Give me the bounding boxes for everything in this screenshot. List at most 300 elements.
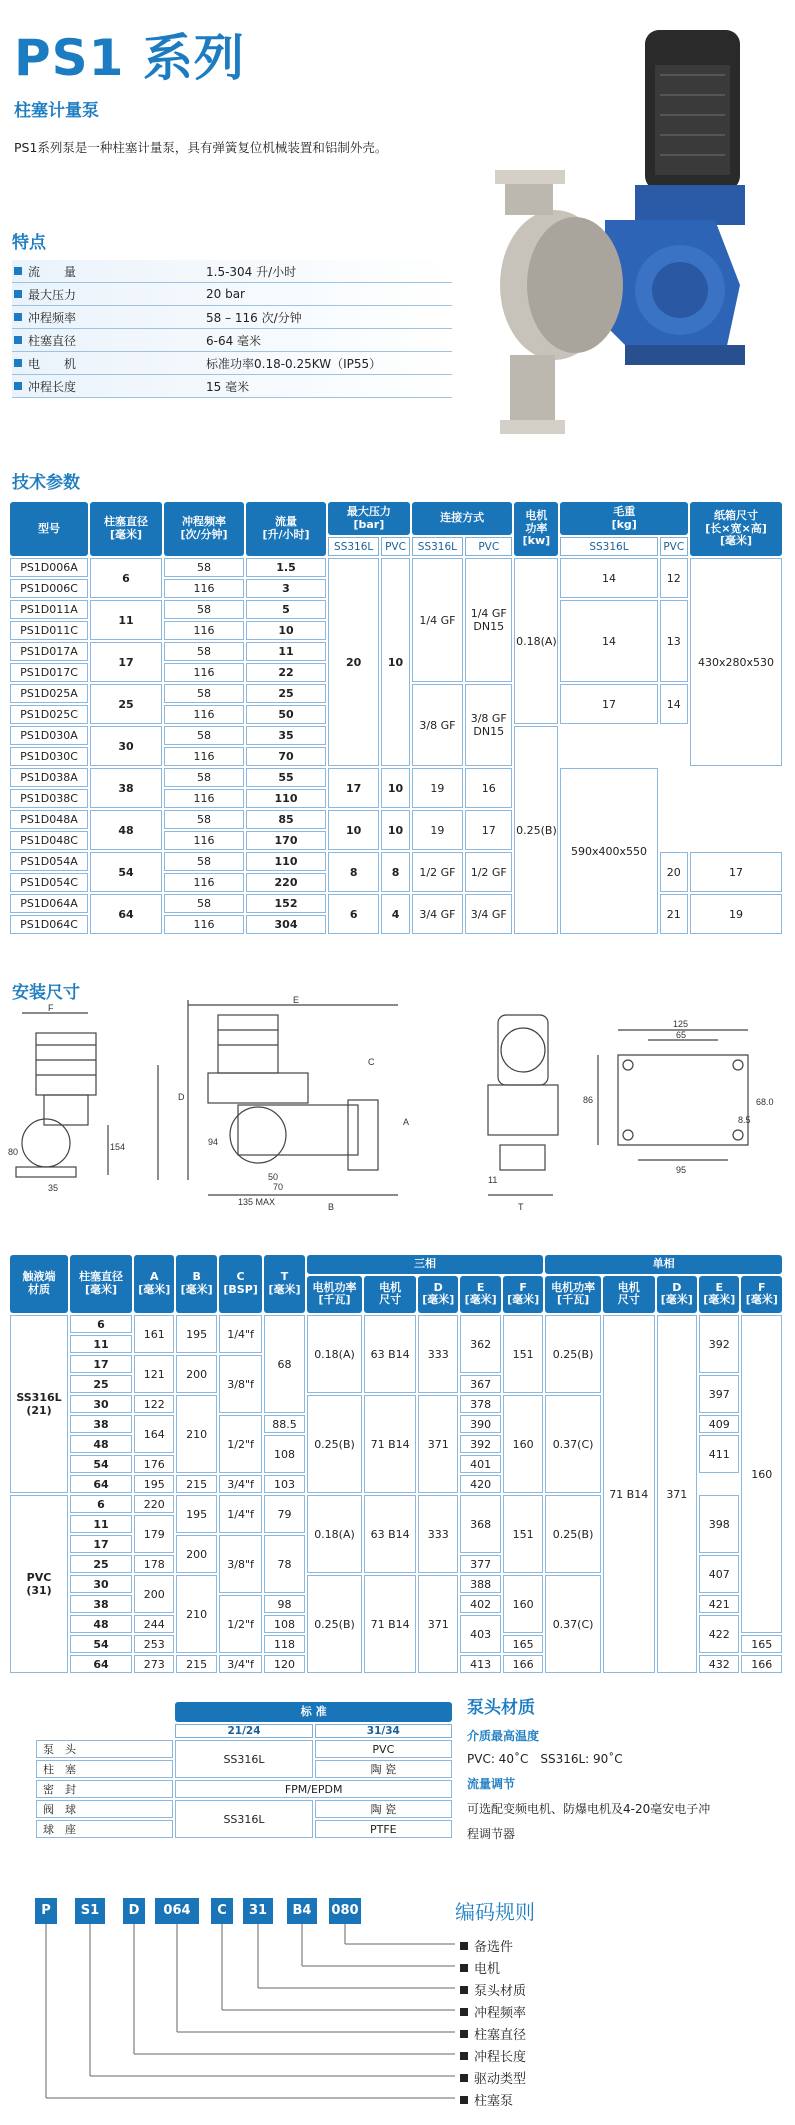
- flow-cell: 50: [246, 705, 326, 724]
- col-three-phase: 三相: [307, 1255, 544, 1274]
- mat-part-cell: 泵 头: [36, 1740, 173, 1758]
- dia-cell: 30: [90, 726, 162, 766]
- installation-drawings: [8, 995, 784, 1225]
- code-legend-item: [460, 1980, 526, 1999]
- bullet-square-icon: [14, 382, 22, 390]
- material-cell: SS316L (21): [10, 1315, 68, 1493]
- material-row: [36, 1780, 452, 1798]
- dim-cell: 402: [460, 1595, 500, 1613]
- spec-row: [10, 558, 782, 577]
- dim-cell: 403: [460, 1615, 500, 1653]
- dim-cell: 210: [176, 1395, 216, 1473]
- flow-cell: 5: [246, 600, 326, 619]
- col-C: C [BSP]: [219, 1255, 262, 1313]
- dim-cell: 160: [503, 1395, 543, 1493]
- dim-154: 154: [110, 1142, 126, 1152]
- dim-cell: 367: [460, 1375, 500, 1393]
- mat-value-cell: SS316L: [175, 1800, 312, 1838]
- dim-cell: 388: [460, 1575, 500, 1593]
- model-cell: PS1D025C: [10, 705, 88, 724]
- model-cell: PS1D048A: [10, 810, 88, 829]
- dim-cell: 1/2"f: [219, 1595, 262, 1653]
- freq-cell: 58: [164, 810, 244, 829]
- weight-ss-cell: 19: [412, 768, 463, 808]
- bullet-square-icon: [460, 2052, 468, 2060]
- dim-68: 68.0: [756, 1097, 774, 1107]
- mat-part-cell: 球 座: [36, 1820, 173, 1838]
- mat-value-cell: SS316L: [175, 1740, 312, 1778]
- code-box-2: D: [123, 1898, 145, 1924]
- feature-key: 最大压力: [28, 287, 77, 302]
- flow-cell: 11: [246, 642, 326, 661]
- dia-cell: 11: [70, 1515, 132, 1533]
- dia-cell: 48: [70, 1435, 132, 1453]
- weight-ss-cell: 14: [560, 558, 657, 598]
- col-flow: 流量 [升/小时]: [246, 502, 326, 556]
- dim-cell: 195: [176, 1315, 216, 1353]
- dim-94: 94: [208, 1137, 219, 1147]
- code-legend-item: [460, 2046, 526, 2065]
- dim-cell: 165: [741, 1635, 782, 1653]
- feature-value: 15 毫米: [206, 379, 250, 394]
- material-row: [36, 1800, 452, 1818]
- code-legend-item: [460, 1958, 500, 1977]
- flow-cell: 110: [246, 852, 326, 871]
- temp-title: 介质最高温度: [467, 1729, 540, 1743]
- freq-cell: 58: [164, 852, 244, 871]
- dim-cell: 176: [134, 1455, 174, 1473]
- bullet-square-icon: [460, 1986, 468, 1994]
- material-title: 泵头材质: [467, 1698, 535, 1718]
- weight-pvc-cell: 17: [465, 810, 512, 850]
- sub-pvc: PVC: [381, 537, 409, 556]
- dim-cell: 166: [741, 1655, 782, 1673]
- motor-cell: 0.18(A): [514, 558, 558, 724]
- dim-cell: 178: [134, 1555, 174, 1573]
- model-cell: PS1D006A: [10, 558, 88, 577]
- dim-cell: 200: [176, 1355, 216, 1393]
- feature-key: 冲程频率: [28, 310, 77, 325]
- pmax-pvc-cell: 4: [381, 894, 409, 934]
- code-legend-item: [460, 2068, 526, 2087]
- dim-50: 50: [268, 1172, 279, 1182]
- dim-95: 95: [676, 1165, 687, 1175]
- dim-cell: 422: [699, 1615, 739, 1653]
- dia-cell: 6: [90, 558, 162, 598]
- dim-cell: 390: [460, 1415, 500, 1433]
- dim-cell: 161: [134, 1315, 174, 1353]
- dim-cell: 398: [699, 1495, 739, 1553]
- code-title: 编码规则: [455, 1900, 535, 1924]
- pmax-ss-cell: 6: [328, 894, 379, 934]
- flow-cell: 70: [246, 747, 326, 766]
- intro-text: PS1系列泵是一种柱塞计量泵，具有弹簧复位机械装置和铝制外壳。: [14, 140, 388, 155]
- model-cell: PS1D006C: [10, 579, 88, 598]
- dim-cell: 392: [460, 1435, 500, 1453]
- dim-T: T: [518, 1202, 524, 1212]
- spec-row: [10, 894, 782, 913]
- box-cell: 590x400x550: [560, 768, 657, 934]
- dia-cell: 48: [70, 1615, 132, 1633]
- bullet-square-icon: [460, 2096, 468, 2104]
- weight-pvc-cell: 19: [690, 894, 782, 934]
- bullet-square-icon: [14, 267, 22, 275]
- dim-F: F: [48, 1003, 54, 1013]
- code-legend-label: 柱塞泵: [474, 2094, 514, 2109]
- dim-cell: 160: [741, 1315, 782, 1633]
- dim-cell: 165: [503, 1635, 543, 1653]
- dim-cell: 220: [134, 1495, 174, 1513]
- model-cell: PS1D011C: [10, 621, 88, 640]
- conn-ss-cell: 3/8 GF: [412, 684, 463, 766]
- dim-cell: 371: [418, 1395, 458, 1493]
- dim-cell: 68: [264, 1315, 304, 1413]
- dim-cell: 215: [176, 1475, 216, 1493]
- feature-value: 标准功率0.18-0.25KW（IP55）: [206, 356, 382, 371]
- freq-cell: 116: [164, 789, 244, 808]
- model-cell: PS1D064C: [10, 915, 88, 934]
- code-box-0: P: [35, 1898, 57, 1924]
- col-pmax: 最大压力 [bar]: [328, 502, 410, 535]
- pmax-pvc-cell: 10: [381, 768, 409, 808]
- weight-pvc-cell: 16: [465, 768, 512, 808]
- dim-cell: 200: [134, 1575, 174, 1613]
- freq-cell: 58: [164, 768, 244, 787]
- flow-cell: 10: [246, 621, 326, 640]
- code-legend-label: 冲程长度: [474, 2050, 527, 2065]
- material-cell: PVC (31): [10, 1495, 68, 1673]
- feature-value: 58 – 116 次/分钟: [206, 310, 302, 325]
- conn-pvc-cell: 3/4 GF: [465, 894, 512, 934]
- dia-cell: 64: [90, 894, 162, 934]
- freq-cell: 116: [164, 915, 244, 934]
- spec-row: [10, 810, 782, 829]
- specs-table: [8, 500, 784, 936]
- material-table: [34, 1700, 454, 1840]
- col-F: F [毫米]: [741, 1276, 782, 1313]
- col-dia: 柱塞直径 [毫米]: [70, 1255, 132, 1313]
- feature-key: 电 机: [28, 356, 77, 371]
- features-heading: 特点: [12, 233, 46, 253]
- install-heading: 安装尺寸: [12, 983, 80, 1003]
- specs-heading: 技术参数: [12, 473, 80, 493]
- freq-cell: 116: [164, 873, 244, 892]
- flow-cell: 152: [246, 894, 326, 913]
- col-T: T [毫米]: [264, 1255, 304, 1313]
- code-legend-label: 备选件: [474, 1940, 514, 1955]
- dim-cell: 377: [460, 1555, 500, 1573]
- flow-cell: 1.5: [246, 558, 326, 577]
- bullet-square-icon: [460, 1942, 468, 1950]
- feature-row: [12, 352, 452, 375]
- bullet-square-icon: [14, 290, 22, 298]
- dia-cell: 25: [90, 684, 162, 724]
- flow-cell: 110: [246, 789, 326, 808]
- model-cell: PS1D030C: [10, 747, 88, 766]
- col-E: E [毫米]: [699, 1276, 739, 1313]
- material-row: [36, 1740, 452, 1758]
- col-box: 纸箱尺寸 [长×宽×高] [毫米]: [690, 502, 782, 556]
- col-A: A [毫米]: [134, 1255, 174, 1313]
- dim-cell: 151: [503, 1495, 543, 1573]
- conn-pvc-cell: 1/2 GF: [465, 852, 512, 892]
- pmax-pvc-cell: 10: [381, 558, 409, 766]
- dim-8-5: 8.5: [738, 1115, 751, 1125]
- col-F: F [毫米]: [503, 1276, 543, 1313]
- model-cell: PS1D038C: [10, 789, 88, 808]
- freq-cell: 116: [164, 579, 244, 598]
- dim-cell: 362: [460, 1315, 500, 1373]
- dim-65: 65: [676, 1030, 687, 1040]
- dim-cell: 244: [134, 1615, 174, 1633]
- dim-cell: 78: [264, 1535, 304, 1593]
- dim-cell: 3/4"f: [219, 1655, 262, 1673]
- weight-pvc-cell: 13: [660, 600, 688, 682]
- feature-row: [12, 283, 452, 306]
- col-model: 型号: [10, 502, 88, 556]
- dim-cell: 413: [460, 1655, 500, 1673]
- mat-col-21: 21/24: [175, 1724, 312, 1738]
- conn-pvc-cell: 3/8 GF DN15: [465, 684, 512, 766]
- feature-key: 冲程长度: [28, 379, 77, 394]
- bullet-square-icon: [460, 2008, 468, 2016]
- weight-ss-cell: 21: [660, 894, 688, 934]
- col-motor-size: 电机 尺寸: [603, 1276, 655, 1313]
- col-motor-size: 电机 尺寸: [364, 1276, 416, 1313]
- dim-cell: 411: [699, 1435, 739, 1473]
- model-cell: PS1D064A: [10, 894, 88, 913]
- dim-cell: 3/8"f: [219, 1535, 262, 1593]
- dia-cell: 64: [70, 1475, 132, 1493]
- flow-cell: 304: [246, 915, 326, 934]
- dimensions-table: [8, 1253, 784, 1675]
- feature-row: [12, 260, 452, 283]
- dim-cell: 160: [503, 1575, 543, 1633]
- model-cell: PS1D025A: [10, 684, 88, 703]
- dim-80: 80: [8, 1147, 19, 1157]
- dim-E: E: [293, 995, 300, 1005]
- col-motor: 电机 功率 [kw]: [514, 502, 558, 556]
- flow-cell: 25: [246, 684, 326, 703]
- col-weight: 毛重 [kg]: [560, 502, 688, 535]
- code-connector-lines: [35, 1898, 795, 2125]
- dia-cell: 25: [70, 1375, 132, 1393]
- code-legend-item: [460, 2090, 513, 2109]
- dim-cell: 179: [134, 1515, 174, 1553]
- code-legend-label: 泵头材质: [474, 1984, 527, 1999]
- model-cell: PS1D017C: [10, 663, 88, 682]
- freq-cell: 116: [164, 663, 244, 682]
- col-power: 电机功率 [千瓦]: [545, 1276, 601, 1313]
- flow-cell: 3: [246, 579, 326, 598]
- mat-part-cell: 密 封: [36, 1780, 173, 1798]
- mat-std-header: 标 准: [175, 1702, 452, 1722]
- code-box-7: 080: [329, 1898, 361, 1924]
- dim-cell: 108: [264, 1615, 304, 1633]
- bullet-square-icon: [460, 2030, 468, 2038]
- dim-cell: 166: [503, 1655, 543, 1673]
- mat-value-cell: 陶 瓷: [315, 1800, 452, 1818]
- bullet-square-icon: [14, 359, 22, 367]
- dim-cell: 401: [460, 1455, 500, 1473]
- pmax-pvc-cell: 10: [381, 810, 409, 850]
- weight-ss-cell: 20: [660, 852, 688, 892]
- freq-cell: 58: [164, 726, 244, 745]
- dim-70: 70: [273, 1182, 284, 1192]
- dia-cell: 11: [90, 600, 162, 640]
- dia-cell: 54: [70, 1455, 132, 1473]
- mat-part-cell: 柱 塞: [36, 1760, 173, 1778]
- dim-cell: 432: [699, 1655, 739, 1673]
- dim-cell: 0.25(B): [545, 1495, 601, 1573]
- dim-cell: 195: [134, 1475, 174, 1493]
- pmax-pvc-cell: 8: [381, 852, 409, 892]
- code-box-1: S1: [75, 1898, 105, 1924]
- dim-cell: 0.25(B): [307, 1575, 363, 1673]
- dia-cell: 38: [90, 768, 162, 808]
- dim-cell: 333: [418, 1315, 458, 1393]
- flow-text-2: 程调节器: [467, 1827, 516, 1841]
- freq-cell: 58: [164, 684, 244, 703]
- freq-cell: 116: [164, 747, 244, 766]
- col-mat: 触液端 材质: [10, 1255, 68, 1313]
- dim-cell: 368: [460, 1495, 500, 1553]
- mat-part-cell: 阀 球: [36, 1800, 173, 1818]
- dim-cell: 63 B14: [364, 1495, 416, 1573]
- pmax-ss-cell: 8: [328, 852, 379, 892]
- dim-cell: 120: [264, 1655, 304, 1673]
- flow-cell: 85: [246, 810, 326, 829]
- flow-cell: 35: [246, 726, 326, 745]
- code-rules: [35, 1898, 795, 2125]
- dim-125: 125: [673, 1019, 689, 1029]
- dim-11: 11: [488, 1175, 498, 1185]
- dim-cell: 3/8"f: [219, 1355, 262, 1413]
- dim-cell: 409: [699, 1415, 739, 1433]
- model-cell: PS1D017A: [10, 642, 88, 661]
- dim-cell: 392: [699, 1315, 739, 1373]
- dim-C: C: [368, 1057, 375, 1067]
- box-cell: 430x280x530: [690, 558, 782, 766]
- dim-cell: 420: [460, 1475, 500, 1493]
- mat-col-31: 31/34: [315, 1724, 452, 1738]
- dim-cell: 1/2"f: [219, 1415, 262, 1473]
- pump-photo: [455, 25, 785, 455]
- code-box-5: 31: [243, 1898, 273, 1924]
- dim-cell: 88.5: [264, 1415, 304, 1433]
- bullet-square-icon: [460, 2074, 468, 2082]
- dia-cell: 38: [70, 1415, 132, 1433]
- page-title: PS1 系列: [14, 29, 245, 87]
- code-box-3: 064: [155, 1898, 199, 1924]
- weight-ss-cell: 19: [412, 810, 463, 850]
- dim-A: A: [403, 1117, 410, 1127]
- model-cell: PS1D048C: [10, 831, 88, 850]
- feature-value: 1.5-304 升/小时: [206, 264, 297, 279]
- flow-cell: 220: [246, 873, 326, 892]
- dim-cell: 200: [176, 1535, 216, 1573]
- dia-cell: 6: [70, 1495, 132, 1513]
- dia-cell: 54: [90, 852, 162, 892]
- dia-cell: 11: [70, 1335, 132, 1353]
- feature-value: 20 bar: [206, 287, 245, 301]
- col-D: D [毫米]: [657, 1276, 697, 1313]
- freq-cell: 116: [164, 705, 244, 724]
- dim-cell: 118: [264, 1635, 304, 1653]
- feature-row: [12, 329, 452, 352]
- model-cell: PS1D011A: [10, 600, 88, 619]
- dim-cell: 164: [134, 1415, 174, 1453]
- dim-cell: 71 B14: [364, 1395, 416, 1493]
- feature-row: [12, 375, 452, 398]
- conn-pvc-cell: 1/4 GF DN15: [465, 558, 512, 682]
- dim-cell: 371: [418, 1575, 458, 1673]
- dim-cell: 0.37(C): [545, 1395, 601, 1493]
- flow-cell: 22: [246, 663, 326, 682]
- mat-value-cell: 陶 瓷: [315, 1760, 452, 1778]
- freq-cell: 58: [164, 642, 244, 661]
- dim-cell: 0.18(A): [307, 1495, 363, 1573]
- sub-ss316l: SS316L: [412, 537, 463, 556]
- mat-value-cell: FPM/EPDM: [175, 1780, 452, 1798]
- dia-cell: 38: [70, 1595, 132, 1613]
- weight-pvc-cell: 17: [690, 852, 782, 892]
- feature-key: 柱塞直径: [28, 333, 77, 348]
- dia-cell: 54: [70, 1635, 132, 1653]
- freq-cell: 58: [164, 600, 244, 619]
- flow-text-1: 可选配变频电机、防爆电机及4-20毫安电子冲: [467, 1802, 711, 1816]
- motor-cell: 0.25(B): [514, 726, 558, 934]
- page-subtitle: 柱塞计量泵: [14, 101, 99, 121]
- code-legend-label: 柱塞直径: [474, 2028, 527, 2043]
- dim-cell: 0.37(C): [545, 1575, 601, 1673]
- freq-cell: 58: [164, 894, 244, 913]
- dia-cell: 6: [70, 1315, 132, 1333]
- col-single-phase: 单相: [545, 1255, 782, 1274]
- dia-cell: 64: [70, 1655, 132, 1673]
- flow-cell: 170: [246, 831, 326, 850]
- dia-cell: 17: [90, 642, 162, 682]
- bullet-square-icon: [460, 1964, 468, 1972]
- sub-ss316l: SS316L: [560, 537, 657, 556]
- dim-cell: 63 B14: [364, 1315, 416, 1393]
- dia-cell: 25: [70, 1555, 132, 1573]
- conn-ss-cell: 1/4 GF: [412, 558, 463, 682]
- code-legend-label: 电机: [474, 1962, 501, 1977]
- dim-cell: 397: [699, 1375, 739, 1413]
- dim-cell: 333: [418, 1495, 458, 1573]
- weight-ss-cell: 17: [560, 684, 657, 724]
- dim-cell: 3/4"f: [219, 1475, 262, 1493]
- col-E: E [毫米]: [460, 1276, 500, 1313]
- feature-row: [12, 306, 452, 329]
- dim-35: 35: [48, 1183, 59, 1193]
- model-cell: PS1D054C: [10, 873, 88, 892]
- dim-135: 135 MAX: [238, 1197, 276, 1207]
- dim-cell: 378: [460, 1395, 500, 1413]
- model-cell: PS1D038A: [10, 768, 88, 787]
- feature-key: 流 量: [28, 264, 77, 279]
- col-D: D [毫米]: [418, 1276, 458, 1313]
- dim-cell: 71 B14: [364, 1575, 416, 1673]
- dim-cell: 371: [657, 1315, 697, 1673]
- col-dia: 柱塞直径 [毫米]: [90, 502, 162, 556]
- pmax-ss-cell: 17: [328, 768, 379, 808]
- dim-D: D: [178, 1092, 185, 1102]
- freq-cell: 116: [164, 831, 244, 850]
- dim-86: 86: [583, 1095, 594, 1105]
- conn-ss-cell: 3/4 GF: [412, 894, 463, 934]
